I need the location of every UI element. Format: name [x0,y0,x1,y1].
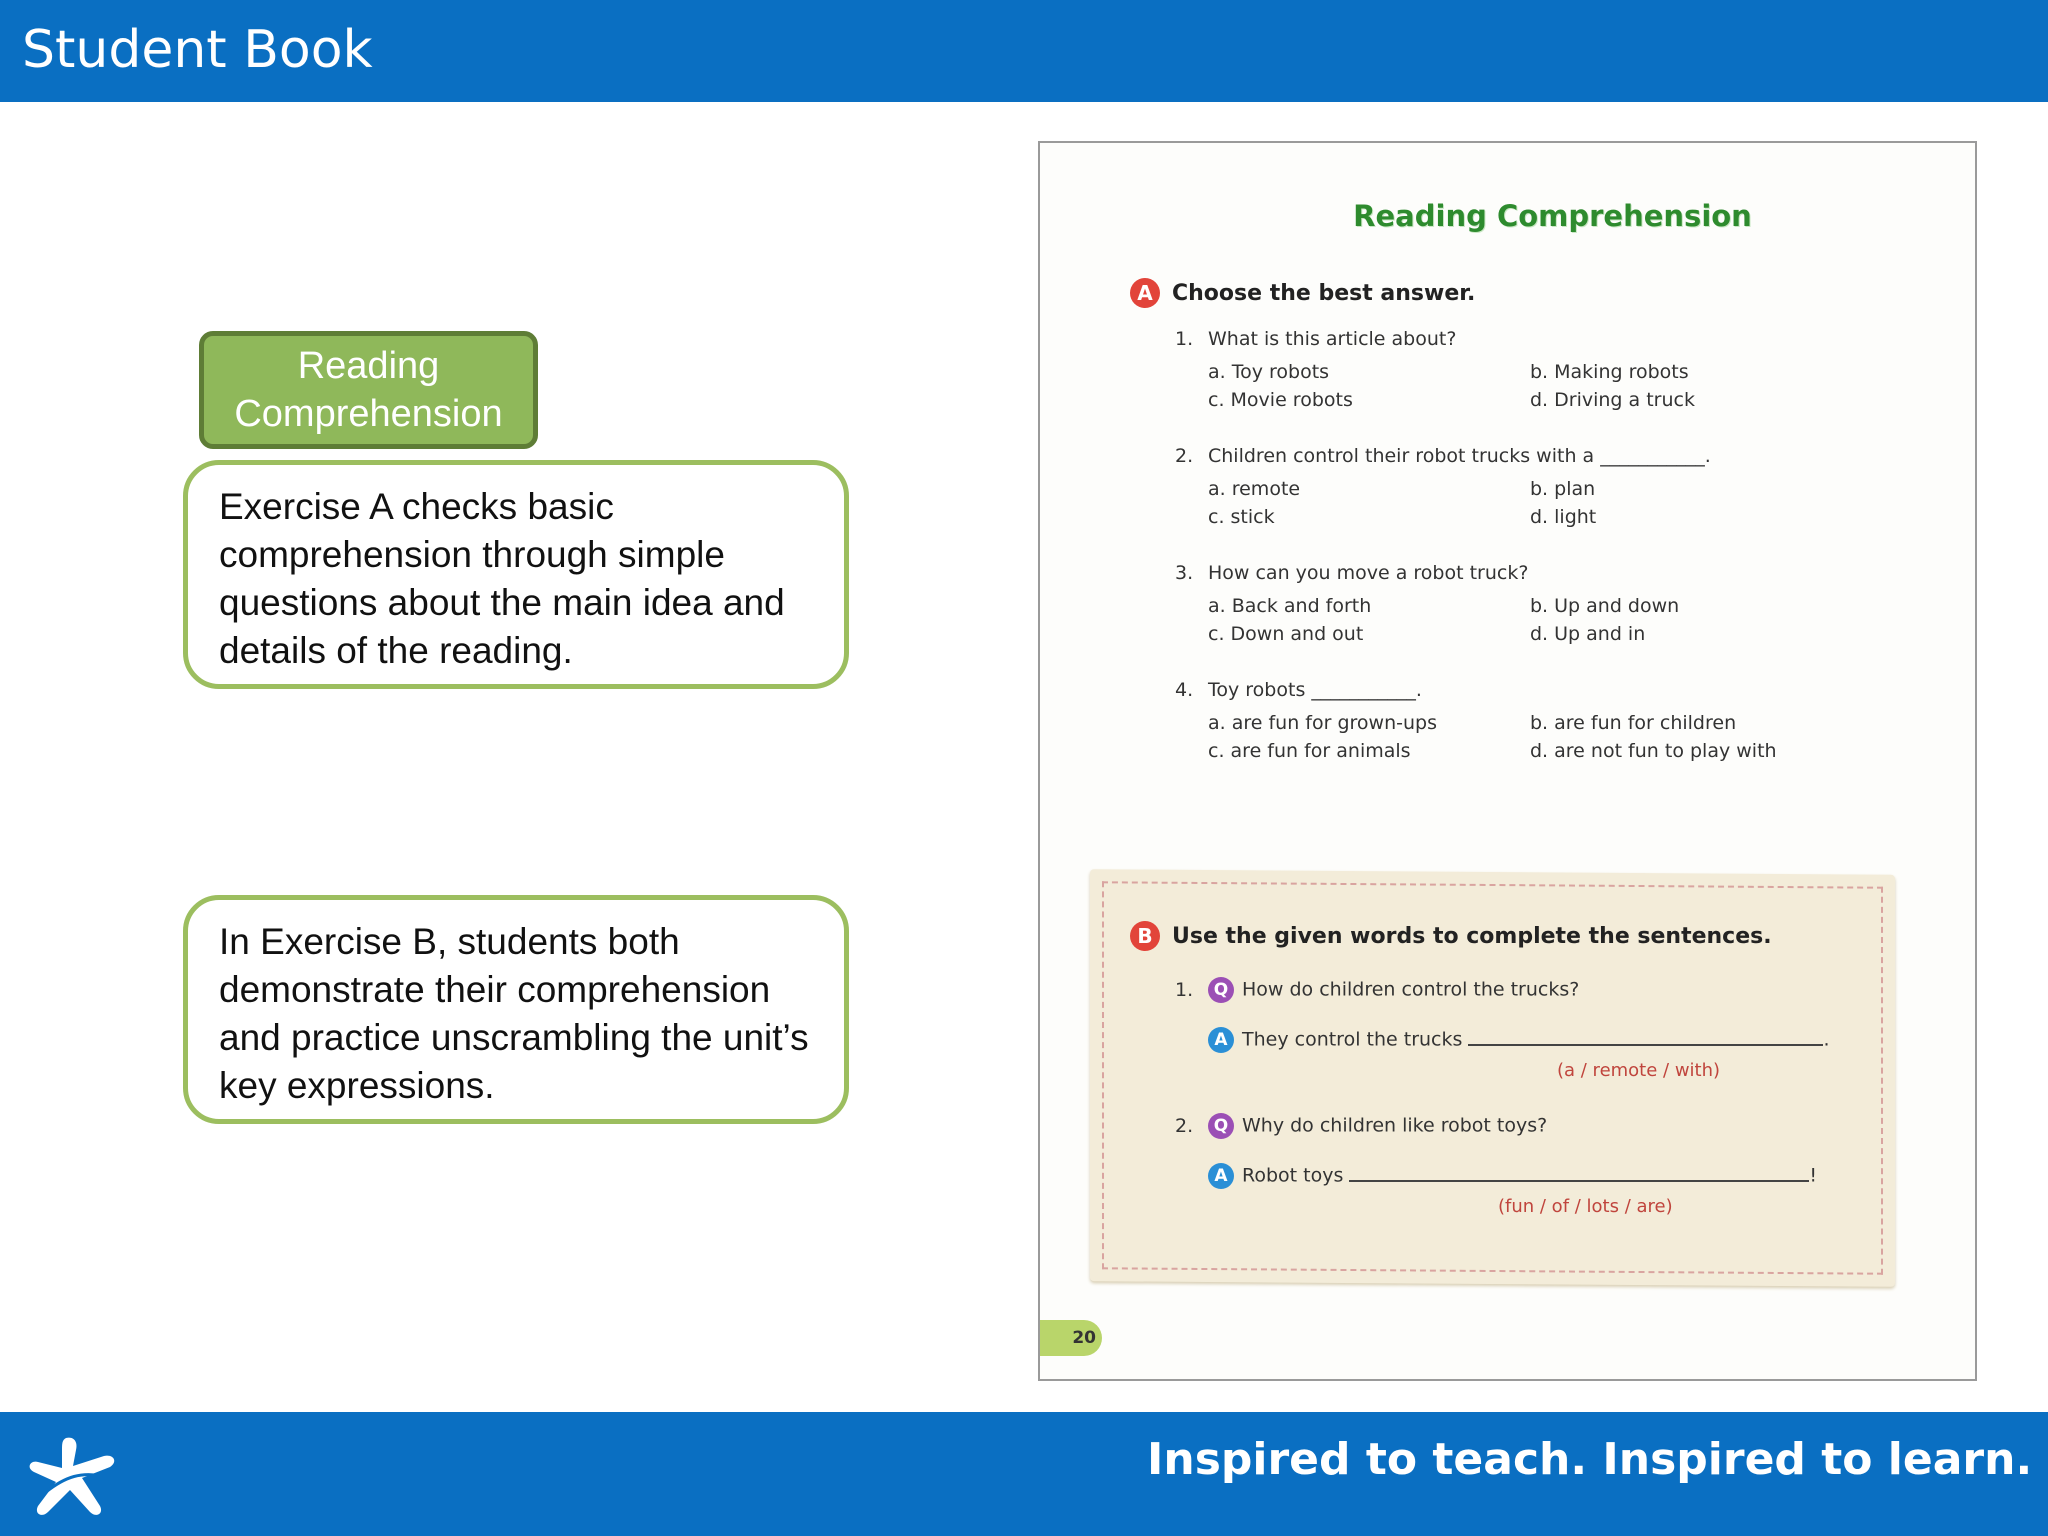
question-badge-icon: Q [1208,977,1234,1003]
question-3-option-d: d. Up and in [1530,623,1646,645]
exercise-b-note: In Exercise B, students both demonstrate their comprehension and practice unscrambling the unit’s key expressions. [183,895,849,1124]
section-b-answer-1: A They control the trucks . [1208,1027,1830,1053]
footer-bar [0,1412,2048,1536]
section-b-answer-2: A Robot toys ! [1208,1163,1817,1189]
question-1-option-a: a. Toy robots [1208,361,1330,383]
question-4-option-c: c. are fun for animals [1208,740,1411,762]
section-b-instruction: Use the given words to complete the sentences. [1172,924,1772,949]
answer-badge-icon: A [1208,1027,1234,1053]
section-b-question-2: 2. Q Why do children like robot toys? [1175,1113,1547,1139]
answer-blank-1 [1468,1030,1823,1046]
question-2-option-b: b. plan [1530,478,1596,500]
question-2-option-d: d. light [1530,506,1597,528]
question-1-option-c: c. Movie robots [1208,389,1353,411]
star-logo-icon [26,1432,122,1520]
answer-blank-2 [1349,1166,1809,1182]
reading-comprehension-tag: Reading Comprehension [199,331,538,449]
header-bar [0,0,2048,102]
question-3-option-c: c. Down and out [1208,623,1364,645]
question-2-option-c: c. stick [1208,506,1275,528]
section-b-heading [1130,921,1772,951]
section-b-hint-1: (a / remote / with) [1557,1060,1721,1081]
question-4-option-a: a. are fun for grown-ups [1208,712,1437,734]
question-badge-icon: Q [1208,1113,1234,1139]
section-a-instruction: Choose the best answer. [1172,281,1476,306]
section-a-heading [1130,278,1475,308]
section-b-badge: B [1130,921,1160,951]
book-page-title: Reading Comprehension [1353,199,1752,233]
question-4-option-b: b. are fun for children [1530,712,1737,734]
question-2-option-a: a. remote [1208,478,1301,500]
section-b-hint-2: (fun / of / lots / are) [1498,1196,1673,1217]
question-1-option-b: b. Making robots [1530,361,1689,383]
question-1: 1. What is this article about? [1175,328,1457,350]
footer-tagline: Inspired to teach. Inspired to learn. [1147,1434,2033,1485]
question-4-option-d: d. are not fun to play with [1530,740,1777,762]
question-3-option-a: a. Back and forth [1208,595,1372,617]
student-book-page [1038,141,1977,1381]
question-3: 3. How can you move a robot truck? [1175,562,1529,584]
question-1-option-d: d. Driving a truck [1530,389,1695,411]
question-4: 4. Toy robots ___________. [1175,679,1422,701]
section-a-badge: A [1130,278,1160,308]
question-2: 2. Children control their robot trucks with a ___________. [1175,445,1711,467]
page-number: 20 [1040,1320,1102,1356]
question-3-option-b: b. Up and down [1530,595,1680,617]
answer-badge-icon: A [1208,1163,1234,1189]
exercise-a-note: Exercise A checks basic comprehension through simple questions about the main idea and details of the reading. [183,460,849,689]
section-b-question-1: 1. Q How do children control the trucks? [1175,977,1579,1003]
page-title: Student Book [22,20,373,80]
